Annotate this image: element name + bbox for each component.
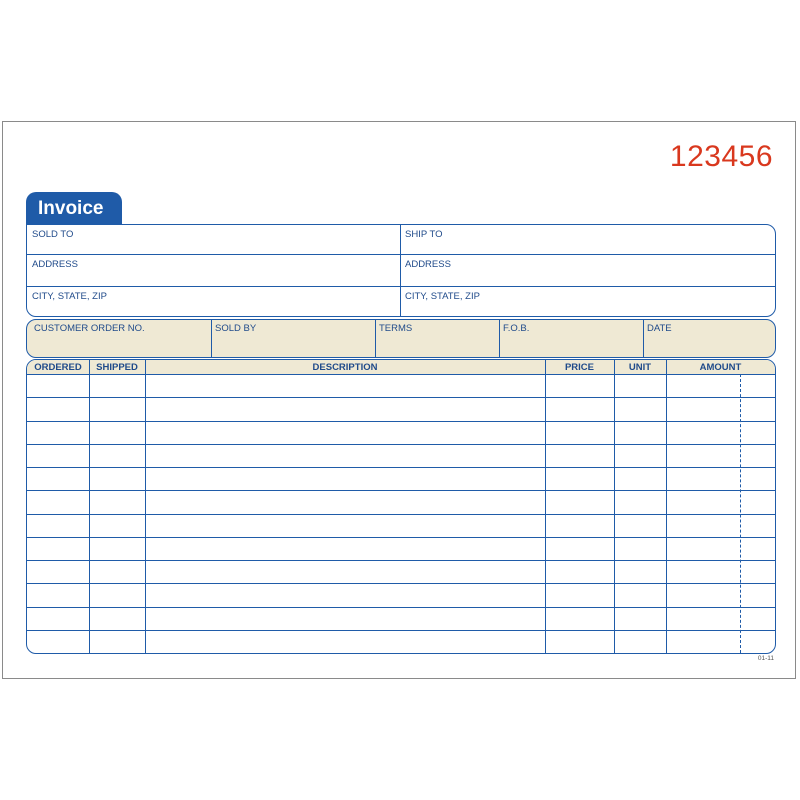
- invoice-title: Invoice: [26, 192, 122, 224]
- terms-field[interactable]: TERMS: [379, 323, 413, 334]
- order-divider: [375, 320, 376, 357]
- table-row[interactable]: [27, 560, 775, 561]
- invoice-form: [2, 121, 796, 679]
- form-code: 01-11: [757, 655, 774, 662]
- column-ordered: ORDERED: [34, 362, 82, 373]
- table-row[interactable]: [27, 374, 775, 375]
- date-field[interactable]: DATE: [647, 323, 672, 334]
- sold-city-field[interactable]: CITY, STATE, ZIP: [32, 291, 107, 302]
- column-amount: AMOUNT: [699, 362, 742, 373]
- address-row-line: [27, 286, 775, 287]
- address-section: [26, 224, 776, 317]
- column-divider: [545, 360, 546, 653]
- column-divider: [145, 360, 146, 653]
- table-row[interactable]: [27, 444, 775, 445]
- column-divider: [89, 360, 90, 653]
- order-divider: [643, 320, 644, 357]
- column-price: PRICE: [564, 362, 595, 373]
- fob-field[interactable]: F.O.B.: [503, 323, 530, 334]
- line-items-table: [26, 359, 776, 654]
- customer-order-no-field[interactable]: CUSTOMER ORDER NO.: [34, 323, 145, 334]
- table-row[interactable]: [27, 583, 775, 584]
- table-row[interactable]: [27, 514, 775, 515]
- invoice-number: 123456: [669, 140, 773, 173]
- ship-to-field[interactable]: SHIP TO: [405, 229, 443, 240]
- order-divider: [211, 320, 212, 357]
- ship-address-field[interactable]: ADDRESS: [405, 259, 451, 270]
- address-divider: [400, 225, 401, 316]
- column-unit: UNIT: [628, 362, 652, 373]
- ship-city-field[interactable]: CITY, STATE, ZIP: [405, 291, 480, 302]
- sold-by-field[interactable]: SOLD BY: [215, 323, 257, 334]
- table-row[interactable]: [27, 537, 775, 538]
- table-row[interactable]: [27, 421, 775, 422]
- table-row[interactable]: [27, 467, 775, 468]
- table-row[interactable]: [27, 630, 775, 631]
- sold-to-field[interactable]: SOLD TO: [32, 229, 74, 240]
- column-divider: [666, 360, 667, 653]
- order-divider: [499, 320, 500, 357]
- column-shipped: SHIPPED: [96, 362, 138, 373]
- column-description: DESCRIPTION: [312, 362, 378, 373]
- sold-address-field[interactable]: ADDRESS: [32, 259, 78, 270]
- column-divider: [614, 360, 615, 653]
- table-row[interactable]: [27, 607, 775, 608]
- address-row-line: [27, 254, 775, 255]
- order-info-section: [26, 319, 776, 358]
- table-row[interactable]: [27, 397, 775, 398]
- table-row[interactable]: [27, 490, 775, 491]
